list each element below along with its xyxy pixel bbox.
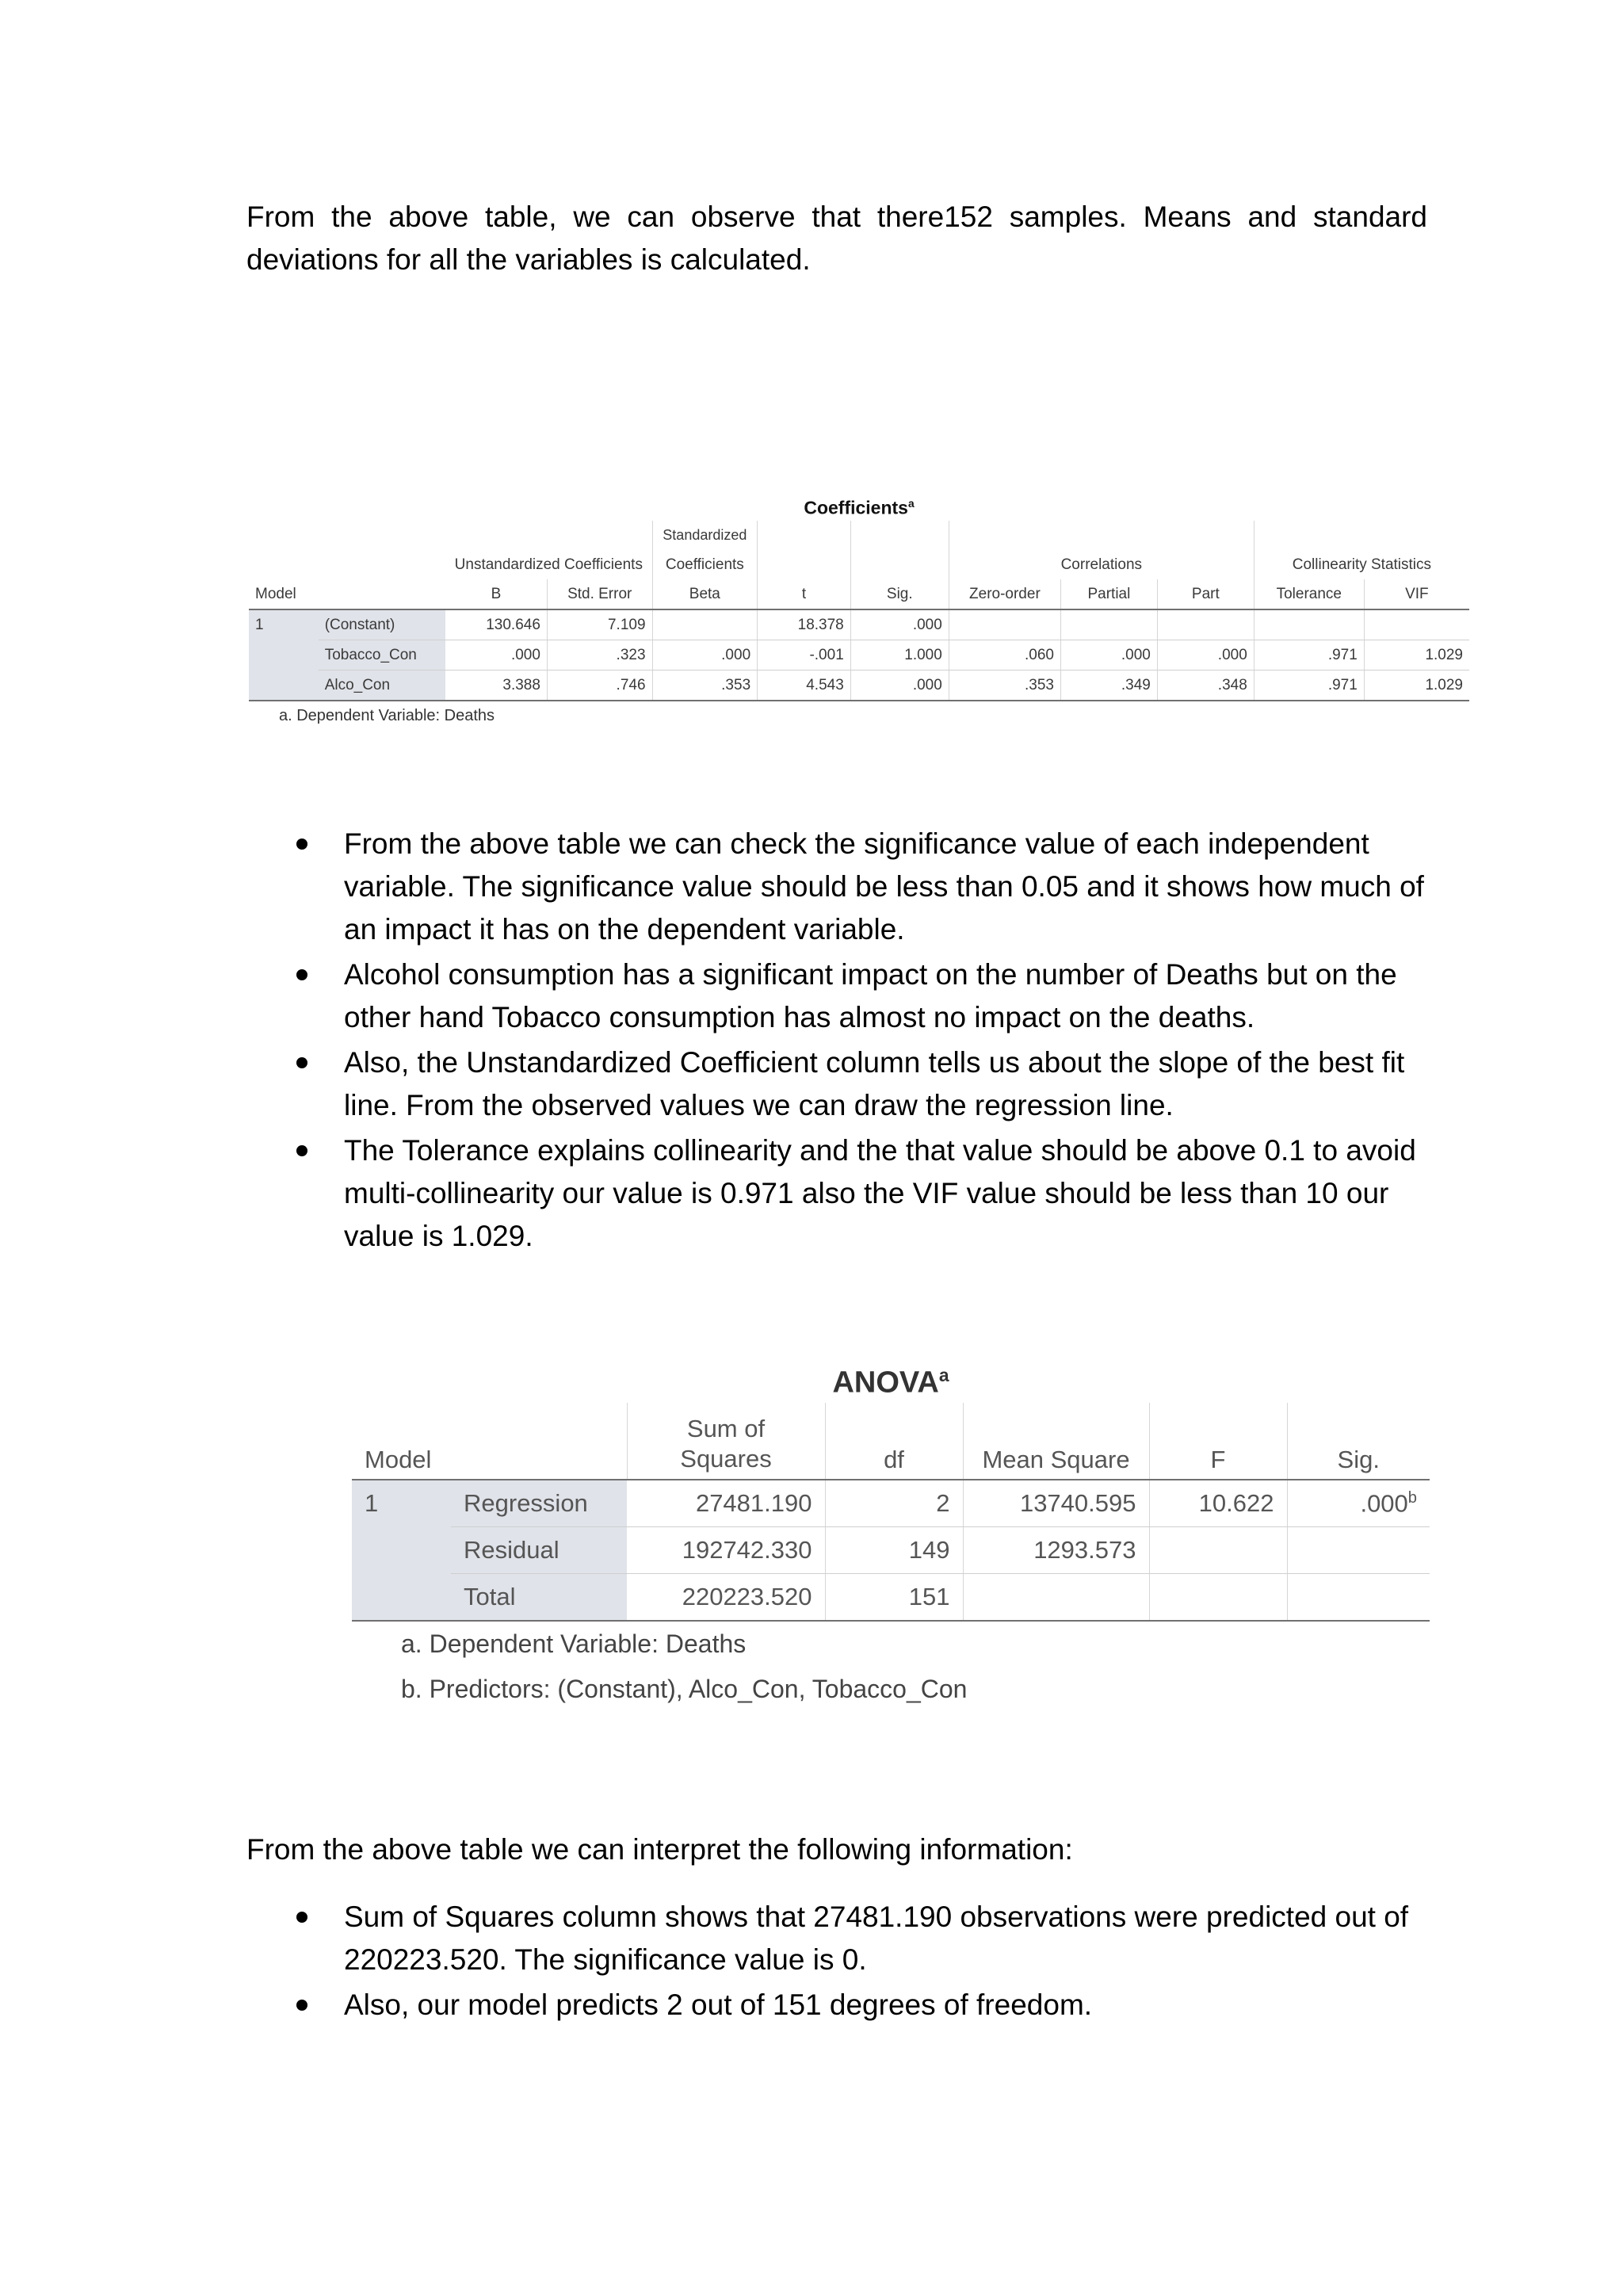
anova-col-sig: Sig.	[1287, 1403, 1430, 1480]
unstd-coef-header: Unstandardized Coefficients	[454, 556, 643, 573]
collinearity-header: Collinearity Statistics	[1254, 550, 1469, 579]
col-vif: VIF	[1364, 579, 1469, 609]
col-partial: Partial	[1060, 579, 1157, 609]
list-item: Alcohol consumption has a significant impact on the number of Deaths but on the other hand Tobacco consumption has almost no impact on the deaths.	[246, 953, 1427, 1039]
coefficients-footnote: a. Dependent Variable: Deaths	[279, 707, 495, 724]
list-item: Also, our model predicts 2 out of 151 degrees of freedom.	[246, 1984, 1427, 2027]
coefficients-table: Coefficients$^a$ Standardized Unstandardized Coefficients Coefficients Correlations Collinearity Statistics Model B Std. Error Beta t Sig. Zero-order Partial Part Tolerance VIF 1 (Constant) 130.646 7.109 18.378 .000 Tobacco_Con .000 .323 .000 -.001 1.000 .060 .000 .000 .971 1.029 Alco_Con 3.388 .746 .353 4.543 .000 .353 .349 .348 .971 1.029 a. Dependent Variable: Deaths	[249, 487, 1469, 730]
col-beta: Beta	[652, 579, 758, 609]
anova-footnote-a: a. Dependent Variable: Deaths	[401, 1629, 747, 1658]
bullet-list-2	[246, 1896, 1427, 2029]
intro-paragraph: From the above table, we can observe that there152 samples. Means and standard deviations for all the variables is calculated.	[246, 201, 1427, 276]
table-row: 1 (Constant) 130.646 7.109 18.378 .000	[249, 609, 1469, 640]
col-tolerance: Tolerance	[1254, 579, 1364, 609]
correlations-header: Correlations	[949, 550, 1254, 579]
bullet-list-1	[246, 823, 1427, 1260]
anova-footnote-b: b. Predictors: (Constant), Alco_Con, Tobacco_Con	[401, 1675, 968, 1703]
col-b: B	[445, 579, 547, 609]
col-stderror: Std. Error	[547, 579, 652, 609]
list-item: Also, the Unstandardized Coefficient column tells us about the slope of the best fit line. From the observed values we can draw the regression line.	[246, 1041, 1427, 1127]
std-coef-header: Coefficients	[652, 550, 758, 579]
table-row: Residual 192742.330 149 1293.573	[352, 1527, 1430, 1574]
list-item: Sum of Squares column shows that 27481.190 observations were predicted out of 220223.520. The significance value is 0.	[246, 1896, 1427, 1981]
coefficients-title: Coefficients$^a$	[804, 497, 915, 518]
table-row: 1 Regression 27481.190 2 13740.595 10.622 .000$^b$	[352, 1480, 1430, 1527]
col-part: Part	[1157, 579, 1254, 609]
col-sig: Sig.	[850, 579, 949, 609]
table-row: Alco_Con 3.388 .746 .353 4.543 .000 .353 .349 .348 .971 1.029	[249, 670, 1469, 701]
col-zero-order: Zero-order	[949, 579, 1060, 609]
anova-col-df: df	[825, 1403, 963, 1480]
list-item: From the above table we can check the significance value of each independent variable. The significance value should be less than 0.05 and it shows how much of an impact it has on the dependent variable.	[246, 823, 1427, 951]
col-t: t	[758, 579, 851, 609]
list-item: The Tolerance explains collinearity and the that value should be above 0.1 to avoid multi-collinearity our value is 0.971 also the VIF value should be less than 10 our value is 1.029.	[246, 1129, 1427, 1258]
anova-col-model: Model	[352, 1403, 451, 1480]
interpret-paragraph: From the above table we can interpret the following information:	[246, 1833, 1073, 1866]
table-row: Tobacco_Con .000 .323 .000 -.001 1.000 .060 .000 .000 .971 1.029	[249, 640, 1469, 670]
anova-col-ms: Mean Square	[963, 1403, 1149, 1480]
col-model: Model	[249, 579, 319, 609]
anova-col-f: F	[1149, 1403, 1287, 1480]
table-row: Total 220223.520 151	[352, 1574, 1430, 1622]
anova-title: ANOVA$^a$	[832, 1365, 949, 1400]
anova-col-ss: Sum of Squares	[627, 1403, 825, 1480]
anova-table	[352, 1347, 1430, 1712]
